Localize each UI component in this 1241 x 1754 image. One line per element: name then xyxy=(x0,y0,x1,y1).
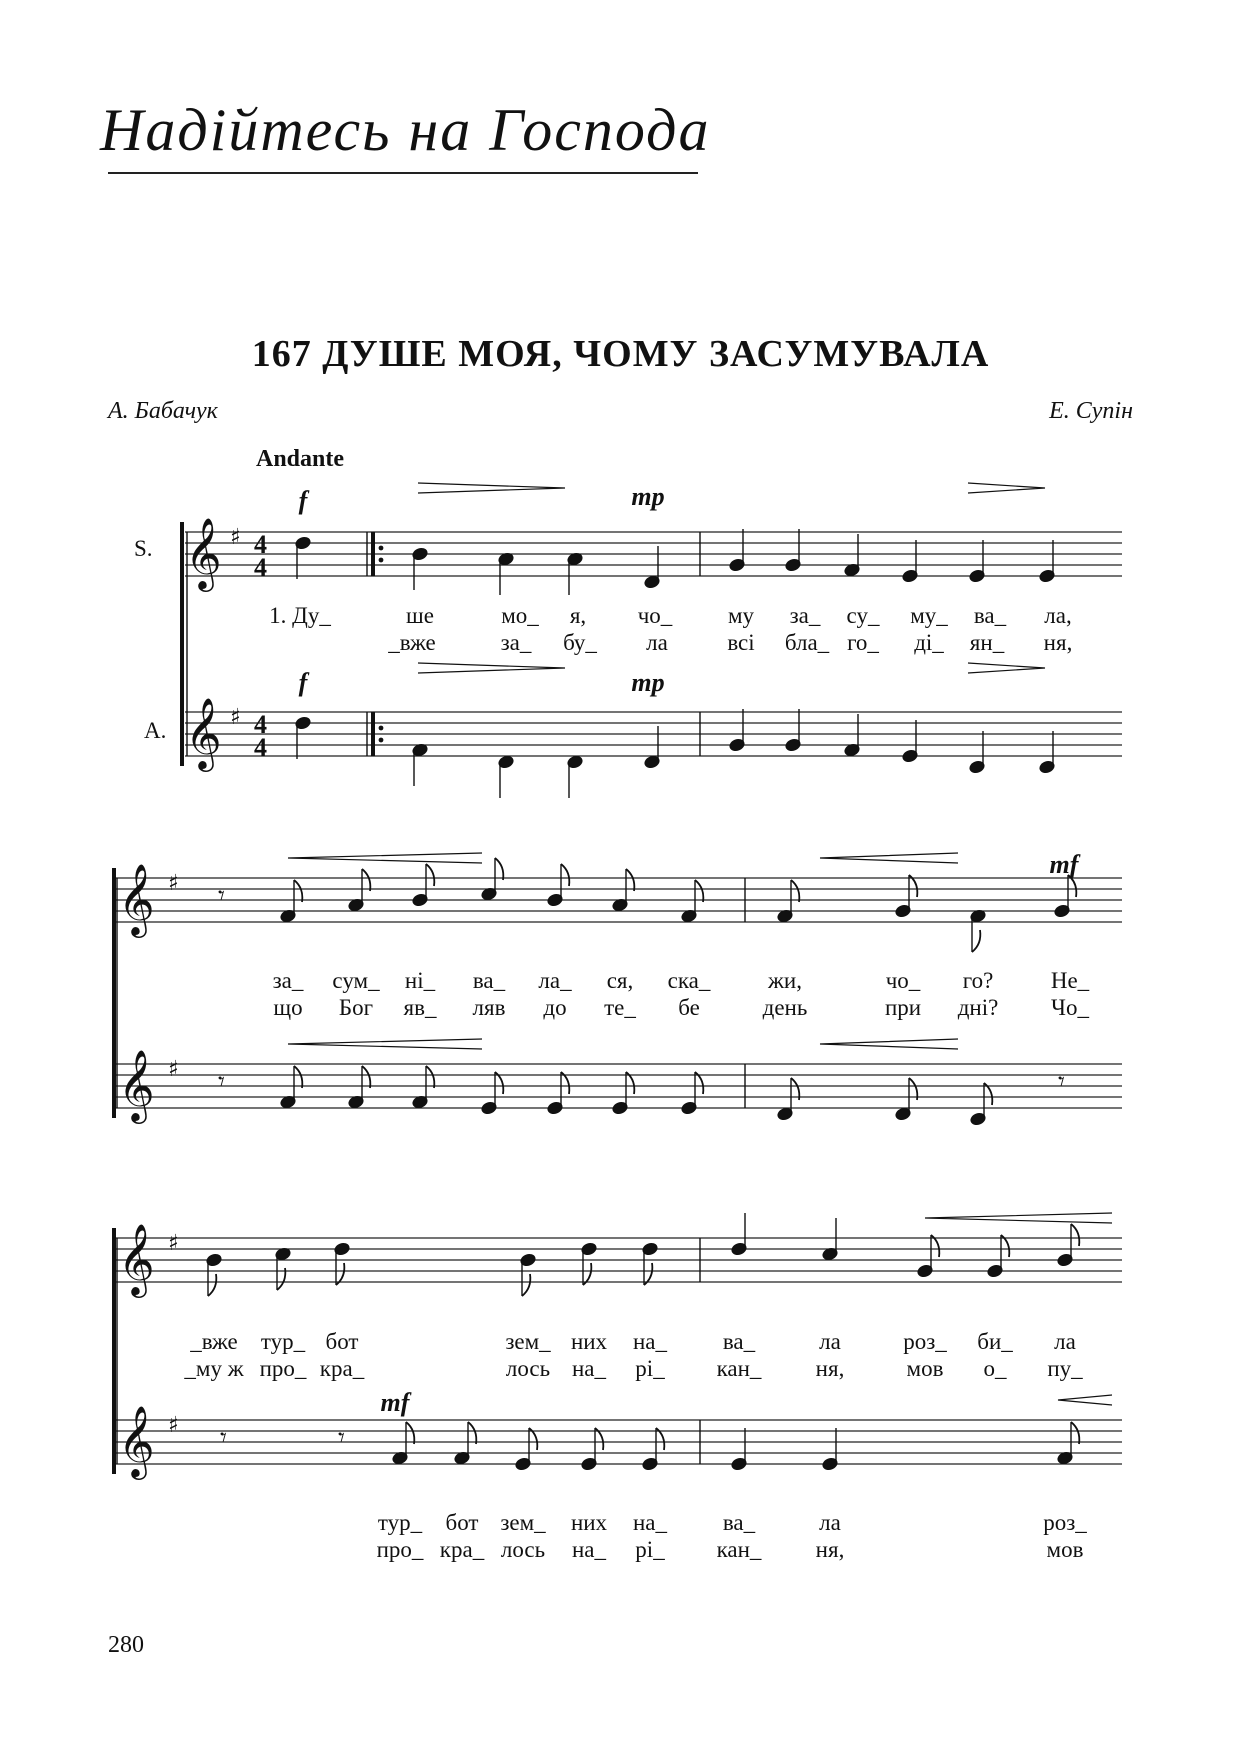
lyric: кра_ xyxy=(319,1356,365,1381)
treble-clef-icon: 𝄞 xyxy=(118,1222,155,1295)
lyric: бла_ xyxy=(784,630,830,655)
lyric: Не_ xyxy=(1050,968,1090,993)
lyric: ла xyxy=(819,1329,841,1354)
key-signature-sharp: ♯ xyxy=(230,525,241,550)
lyric: ла xyxy=(1054,1329,1076,1354)
eighth-rest-icon: 𝄾 xyxy=(218,881,225,911)
lyric: за_ xyxy=(500,630,532,655)
lyric: про_ xyxy=(259,1356,307,1381)
dynamic-forte: f xyxy=(298,486,308,515)
lyric: ска_ xyxy=(667,968,711,993)
note-flag xyxy=(362,1066,370,1088)
note-flag xyxy=(522,1274,530,1296)
lyric: го_ xyxy=(847,630,879,655)
note-flag xyxy=(294,880,302,902)
lyric: Бог xyxy=(338,995,374,1020)
treble-clef-icon: 𝄞 xyxy=(118,1404,155,1477)
lyric: ва_ xyxy=(973,603,1007,628)
tempo-marking: Andante xyxy=(256,446,345,472)
lyric: дні? xyxy=(957,995,999,1020)
lyric: те_ xyxy=(604,995,636,1020)
note-flag xyxy=(426,864,434,886)
lyric: яв_ xyxy=(403,995,437,1020)
augmentation-dot xyxy=(379,726,384,731)
lyric: мов xyxy=(906,1356,944,1381)
note-flag xyxy=(208,1274,216,1296)
lyric: сум_ xyxy=(332,968,380,993)
lyric: _му ж xyxy=(184,1356,244,1381)
lyric: ва_ xyxy=(722,1329,756,1354)
lyric: _вже xyxy=(190,1329,238,1354)
lyric: що xyxy=(273,995,303,1020)
lyric: Чо_ xyxy=(1051,995,1089,1020)
lyric: бу_ xyxy=(563,630,597,655)
lyric: бот xyxy=(445,1510,479,1535)
lyric: су_ xyxy=(846,603,880,628)
decrescendo-hairpin xyxy=(418,483,565,493)
lyric: тур_ xyxy=(377,1510,423,1535)
key-signature-sharp: ♯ xyxy=(168,1231,179,1256)
augmentation-dot xyxy=(379,546,384,551)
lyric: кан_ xyxy=(716,1356,762,1381)
lyric: зем_ xyxy=(505,1329,551,1354)
lyric: ла xyxy=(819,1510,841,1535)
lyric: ні_ xyxy=(404,968,436,993)
lyric: роз_ xyxy=(1043,1510,1087,1535)
composer: Е. Супін xyxy=(1049,398,1133,424)
lyric: лось xyxy=(505,1356,551,1381)
dynamic-mezzo-forte: mf xyxy=(380,1388,410,1417)
eighth-rest-icon: 𝄾 xyxy=(220,1423,227,1453)
lyric: мо_ xyxy=(501,603,539,628)
dynamic-forte: f xyxy=(298,668,308,697)
note-flag xyxy=(695,880,703,902)
lyric: ва_ xyxy=(722,1510,756,1535)
soprano-label: S. xyxy=(134,536,153,561)
lyric: ла xyxy=(646,630,668,655)
key-signature-sharp: ♯ xyxy=(168,1413,179,1438)
lyric: них xyxy=(570,1329,608,1354)
lyric: мов xyxy=(1046,1537,1084,1562)
lyricist: А. Бабачук xyxy=(108,398,218,424)
alto-label: A. xyxy=(144,718,167,743)
lyric: _вже xyxy=(388,630,436,655)
lyric: 1. Ду_ xyxy=(269,603,331,628)
lyric: день xyxy=(762,995,808,1020)
lyric: на_ xyxy=(571,1356,607,1381)
lyric: жи, xyxy=(768,968,802,993)
dynamic-mezzo-piano: mp xyxy=(631,482,665,511)
time-signature: 4 xyxy=(254,710,267,739)
lyric: ня, xyxy=(815,1356,845,1381)
note-flag xyxy=(468,1422,476,1444)
lyric: пу_ xyxy=(1047,1356,1083,1381)
song-title: 167 ДУШЕ МОЯ, ЧОМУ ЗАСУМУВАЛА xyxy=(251,333,990,375)
note-flag xyxy=(1071,1224,1079,1246)
augmentation-dot xyxy=(379,558,384,563)
section-title: Надійтесь на Господа xyxy=(100,97,711,163)
lyric: му xyxy=(727,603,755,628)
lyric: на_ xyxy=(571,1537,607,1562)
lyric: зем_ xyxy=(500,1510,546,1535)
lyric: ня, xyxy=(1043,630,1073,655)
key-signature-sharp: ♯ xyxy=(168,1057,179,1082)
time-signature: 4 xyxy=(254,553,267,582)
crescendo-hairpin xyxy=(288,853,482,863)
note-flag xyxy=(362,869,370,891)
crescendo-hairpin xyxy=(820,1039,958,1049)
lyric: би_ xyxy=(977,1329,1013,1354)
lyric: я, xyxy=(569,603,587,628)
note-flag xyxy=(495,858,503,880)
note-flag xyxy=(791,880,799,902)
lyric: му_ xyxy=(910,603,948,628)
lyric: ся, xyxy=(606,968,634,993)
page-number: 280 xyxy=(108,1632,144,1658)
lyric: кан_ xyxy=(716,1537,762,1562)
note-flag xyxy=(972,930,980,952)
crescendo-hairpin xyxy=(820,853,958,863)
lyric: чо_ xyxy=(637,603,673,628)
lyric: ня, xyxy=(815,1537,845,1562)
lyric: чо_ xyxy=(885,968,921,993)
treble-clef-icon: 𝄞 xyxy=(118,862,155,935)
crescendo-hairpin xyxy=(1058,1395,1112,1405)
lyric: роз_ xyxy=(903,1329,947,1354)
eighth-rest-icon: 𝄾 xyxy=(1058,1067,1065,1097)
lyric: ян_ xyxy=(969,630,1005,655)
dynamic-mezzo-piano: mp xyxy=(631,668,665,697)
crescendo-hairpin xyxy=(288,1039,482,1049)
key-signature-sharp: ♯ xyxy=(168,871,179,896)
note-flag xyxy=(294,1066,302,1088)
lyric: ла_ xyxy=(538,968,572,993)
eighth-rest-icon: 𝄾 xyxy=(218,1067,225,1097)
lyric: бе xyxy=(678,995,700,1020)
lyric: го? xyxy=(962,968,994,993)
lyric: всі xyxy=(727,630,755,655)
lyric: о_ xyxy=(983,1356,1007,1381)
lyric: до xyxy=(543,995,567,1020)
lyric: рі_ xyxy=(635,1537,665,1562)
lyric: за_ xyxy=(789,603,821,628)
time-signature: 4 xyxy=(254,530,267,559)
lyric: лось xyxy=(500,1537,546,1562)
lyric: тур_ xyxy=(260,1329,306,1354)
lyric: рі_ xyxy=(635,1356,665,1381)
note-flag xyxy=(1071,1422,1079,1444)
lyric: ше xyxy=(406,603,434,628)
lyric: них xyxy=(570,1510,608,1535)
time-signature: 4 xyxy=(254,733,267,762)
crescendo-hairpin xyxy=(925,1213,1112,1223)
treble-clef-icon: 𝄞 xyxy=(185,696,222,769)
decrescendo-hairpin xyxy=(418,663,565,673)
lyric: бот xyxy=(325,1329,359,1354)
treble-clef-icon: 𝄞 xyxy=(185,516,222,589)
lyric: при xyxy=(884,995,922,1020)
decrescendo-hairpin xyxy=(968,663,1045,673)
lyric: на_ xyxy=(632,1329,668,1354)
lyric: ляв xyxy=(472,995,506,1020)
lyric: ла, xyxy=(1044,603,1072,628)
lyric: ва_ xyxy=(472,968,506,993)
note-flag xyxy=(626,869,634,891)
lyric: кра_ xyxy=(439,1537,485,1562)
lyric: на_ xyxy=(632,1510,668,1535)
lyric: за_ xyxy=(272,968,304,993)
lyric: про_ xyxy=(376,1537,424,1562)
note-flag xyxy=(561,864,569,886)
eighth-rest-icon: 𝄾 xyxy=(338,1423,345,1453)
decrescendo-hairpin xyxy=(968,483,1045,493)
lyric: ді_ xyxy=(914,630,944,655)
augmentation-dot xyxy=(379,738,384,743)
note-flag xyxy=(406,1422,414,1444)
key-signature-sharp: ♯ xyxy=(230,705,241,730)
dynamic-mezzo-forte: mf xyxy=(1049,850,1079,879)
note-flag xyxy=(426,1066,434,1088)
treble-clef-icon: 𝄞 xyxy=(118,1048,155,1121)
